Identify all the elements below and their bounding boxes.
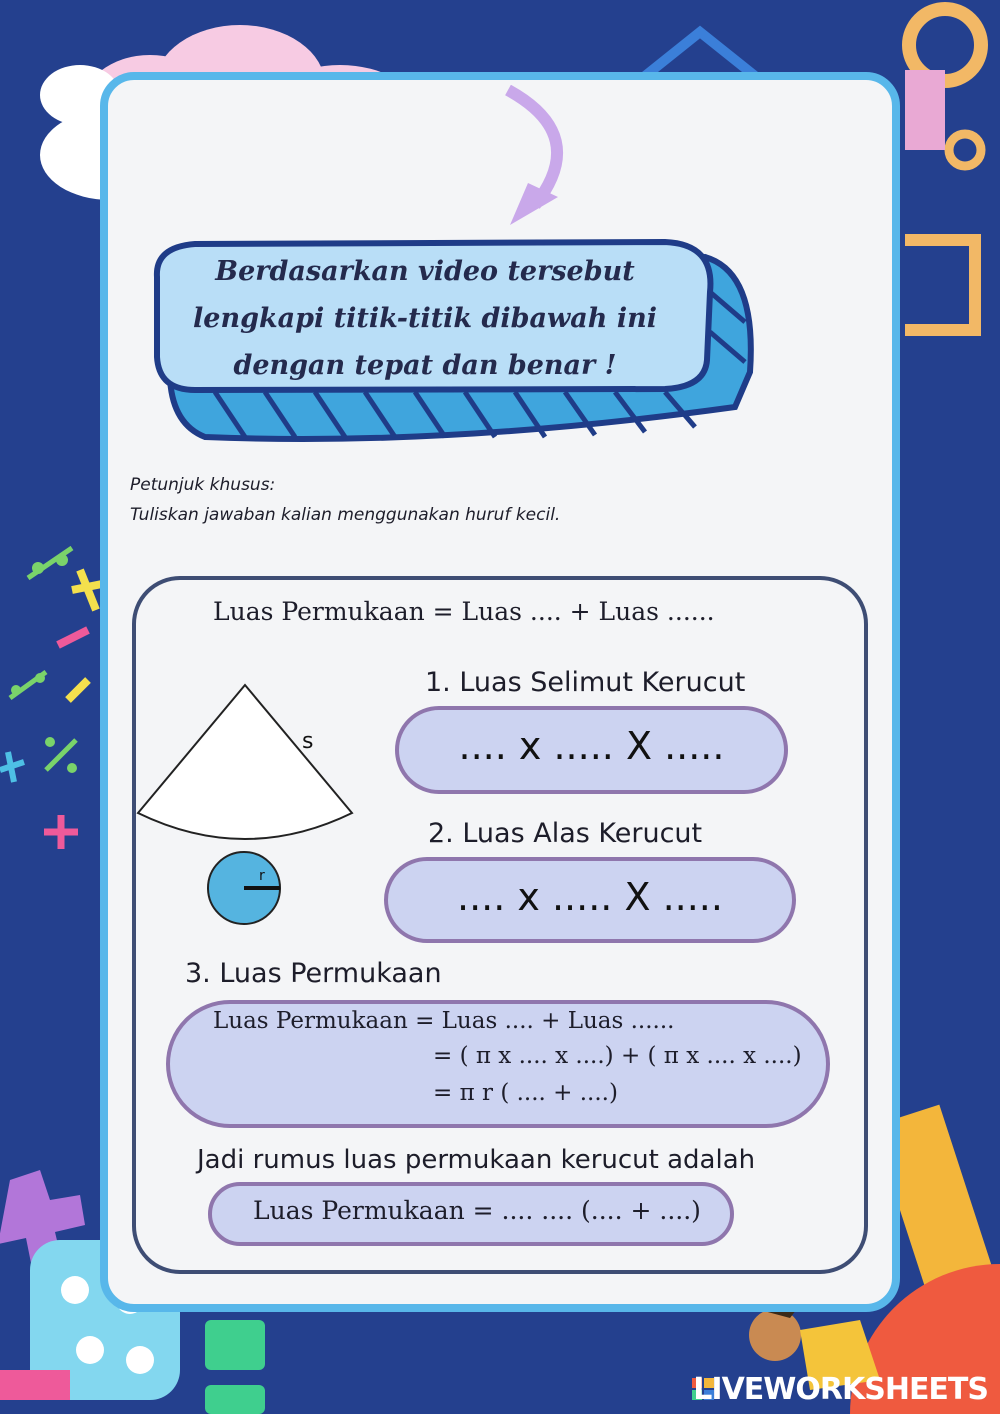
brand-wordmark: LIVEWORKSHEETS [693,1372,988,1407]
section2-blanks[interactable]: .... x ..... X ..... [457,875,723,919]
hint-title: Petunjuk khusus: [130,475,276,495]
section3-title: 3. Luas Permukaan [185,958,442,989]
character-head-decoration [749,1309,801,1361]
arrow-down-icon [480,85,590,235]
instruction-line-3: dengan tepat dan benar ! [233,350,617,381]
radius-label: r [259,868,265,884]
conclusion-formula[interactable]: Luas Permukaan = .... .... (.... + ....) [253,1196,701,1225]
conclusion-title: Jadi rumus luas permukaan kerucut adalah [197,1145,756,1175]
cone-sector-shape [138,685,352,839]
instruction-line-1: Berdasarkan video tersebut [215,256,635,287]
section1-blanks[interactable]: .... x ..... X ..... [458,724,725,768]
slant-label: s [302,729,314,754]
pink-block-decoration [905,70,945,150]
section2-answer-box[interactable] [384,857,796,943]
instruction-text [170,248,680,389]
section2-title: 2. Luas Alas Kerucut [428,818,703,849]
section3-line-3[interactable]: = π r ( .... + ....) [433,1080,618,1106]
cone-net-diagram [130,680,360,930]
small-ring-decoration [949,134,981,166]
square-outline-decoration [905,240,975,330]
instruction-line-2: lengkapi titik-titik dibawah ini [193,303,657,334]
hint-text: Tuliskan jawaban kalian menggunakan huruf kecil. [130,505,561,525]
section3-line-1[interactable]: Luas Permukaan = Luas .... + Luas ...... [213,1008,675,1034]
section3-line-2[interactable]: = ( π x .... x ....) + ( π x .... x ....) [433,1043,802,1069]
formula-top: Luas Permukaan = Luas .... + Luas ...... [213,597,715,626]
section1-answer-box[interactable] [395,706,788,794]
section1-title: 1. Luas Selimut Kerucut [425,667,746,698]
